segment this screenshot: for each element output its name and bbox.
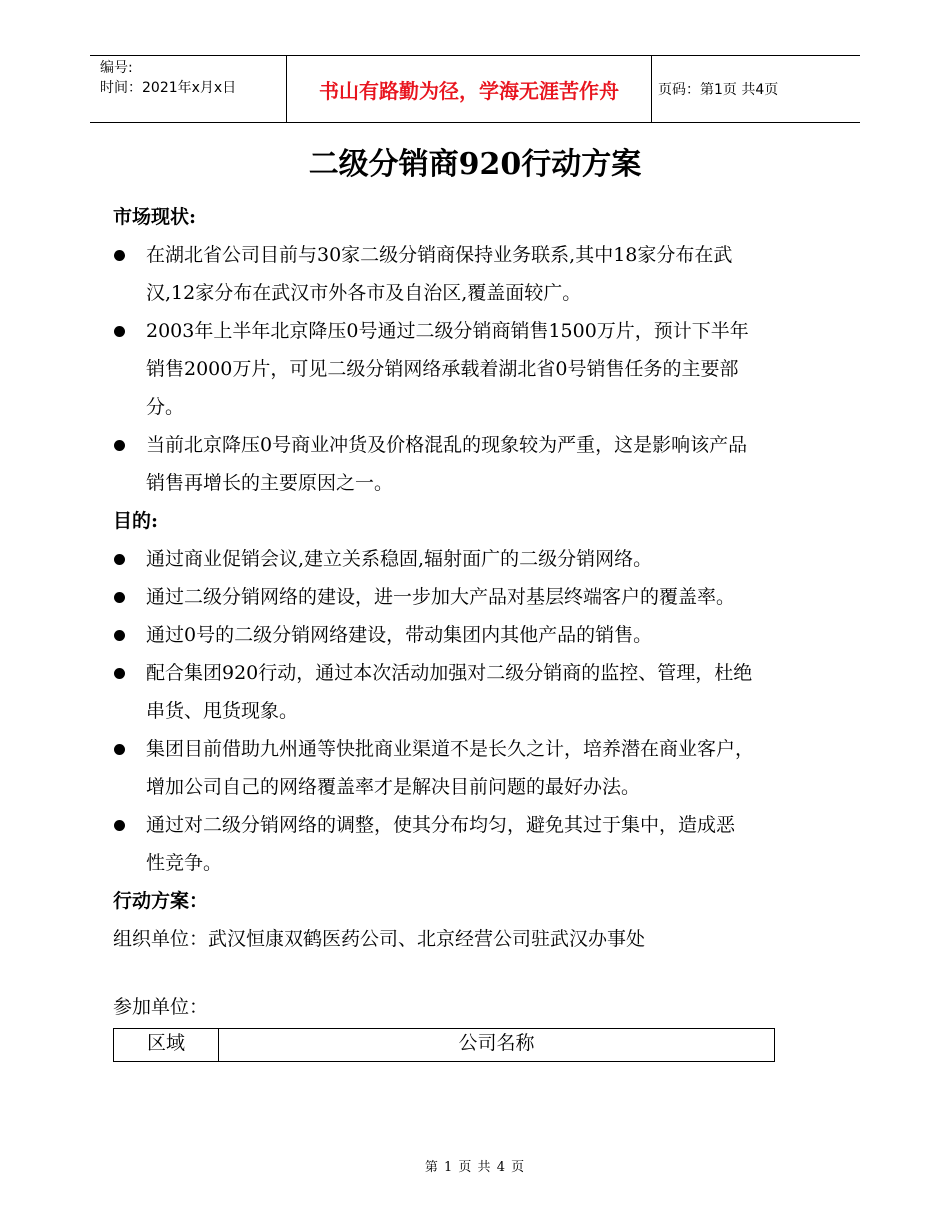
list-item: 集团目前借助九州通等快批商业渠道不是长久之计，培养潜在商业客户， 增加公司自己的网络覆盖率才是解决目前问题的最好办法。 [113,730,843,806]
header-page-info: 页码：第1页 共4页 [658,82,779,98]
list-item: 通过对二级分销网络的调整，使其分布均匀，避免其过于集中，造成恶 性竞争。 [113,806,843,882]
bullet-icon [114,440,125,451]
list-item: 通过二级分销网络的建设，进一步加大产品对基层终端客户的覆盖率。 [113,578,843,616]
list-item: 在湖北省公司目前与30家二级分销商保持业务联系,其中18家分布在武 汉,12家分布在武汉市外各市及自治区,覆盖面较广。 [113,236,843,312]
organizer-text: 组织单位：武汉恒康双鹤医药公司、北京经营公司驻武汉办事处 [113,928,646,950]
code-label: 编号: [100,60,133,76]
list-item: 通过0号的二级分销网络建设，带动集团内其他产品的销售。 [113,616,843,654]
time-label: 时间：2021年x月x日 [100,80,237,96]
bullet-icon [114,668,125,679]
bullet-icon [114,744,125,755]
bullet-icon [114,326,125,337]
list-item: 配合集团920行动，通过本次活动加强对二级分销商的监控、管理，杜绝 串货、甩货现象。 [113,654,843,730]
document-body [113,198,843,1062]
bullet-icon [114,820,125,831]
header-motto: 书山有路勤为径，学海无涯苦作舟 [286,56,652,122]
section-heading-plan: 行动方案： [113,890,209,912]
document-title: 二级分销商920行动方案 [308,147,642,182]
spacer [113,958,843,988]
document-header [90,55,860,123]
section-heading-market: 市场现状: [113,206,197,228]
table-header-company: 公司名称 [219,1029,775,1062]
bullet-icon [114,554,125,565]
bullet-icon [114,592,125,603]
participants-table [113,1028,775,1062]
table-header-row [114,1029,775,1062]
bullet-icon [114,630,125,641]
page-footer: 第 1 页 共 4 页 [424,1160,526,1175]
participants-label: 参加单位： [113,996,209,1018]
section-heading-purpose: 目的: [113,510,159,532]
header-meta [100,58,236,98]
bullet-icon [114,250,125,261]
list-item: 通过商业促销会议,建立关系稳固,辐射面广的二级分销网络。 [113,540,843,578]
list-item: 2003年上半年北京降压0号通过二级分销商销售1500万片，预计下半年 销售2000万片，可见二级分销网络承载着湖北省0号销售任务的主要部 分。 [113,312,843,426]
list-item: 当前北京降压0号商业冲货及价格混乱的现象较为严重，这是影响该产品 销售再增长的主要原因之一。 [113,426,843,502]
table-header-region: 区域 [114,1029,219,1062]
